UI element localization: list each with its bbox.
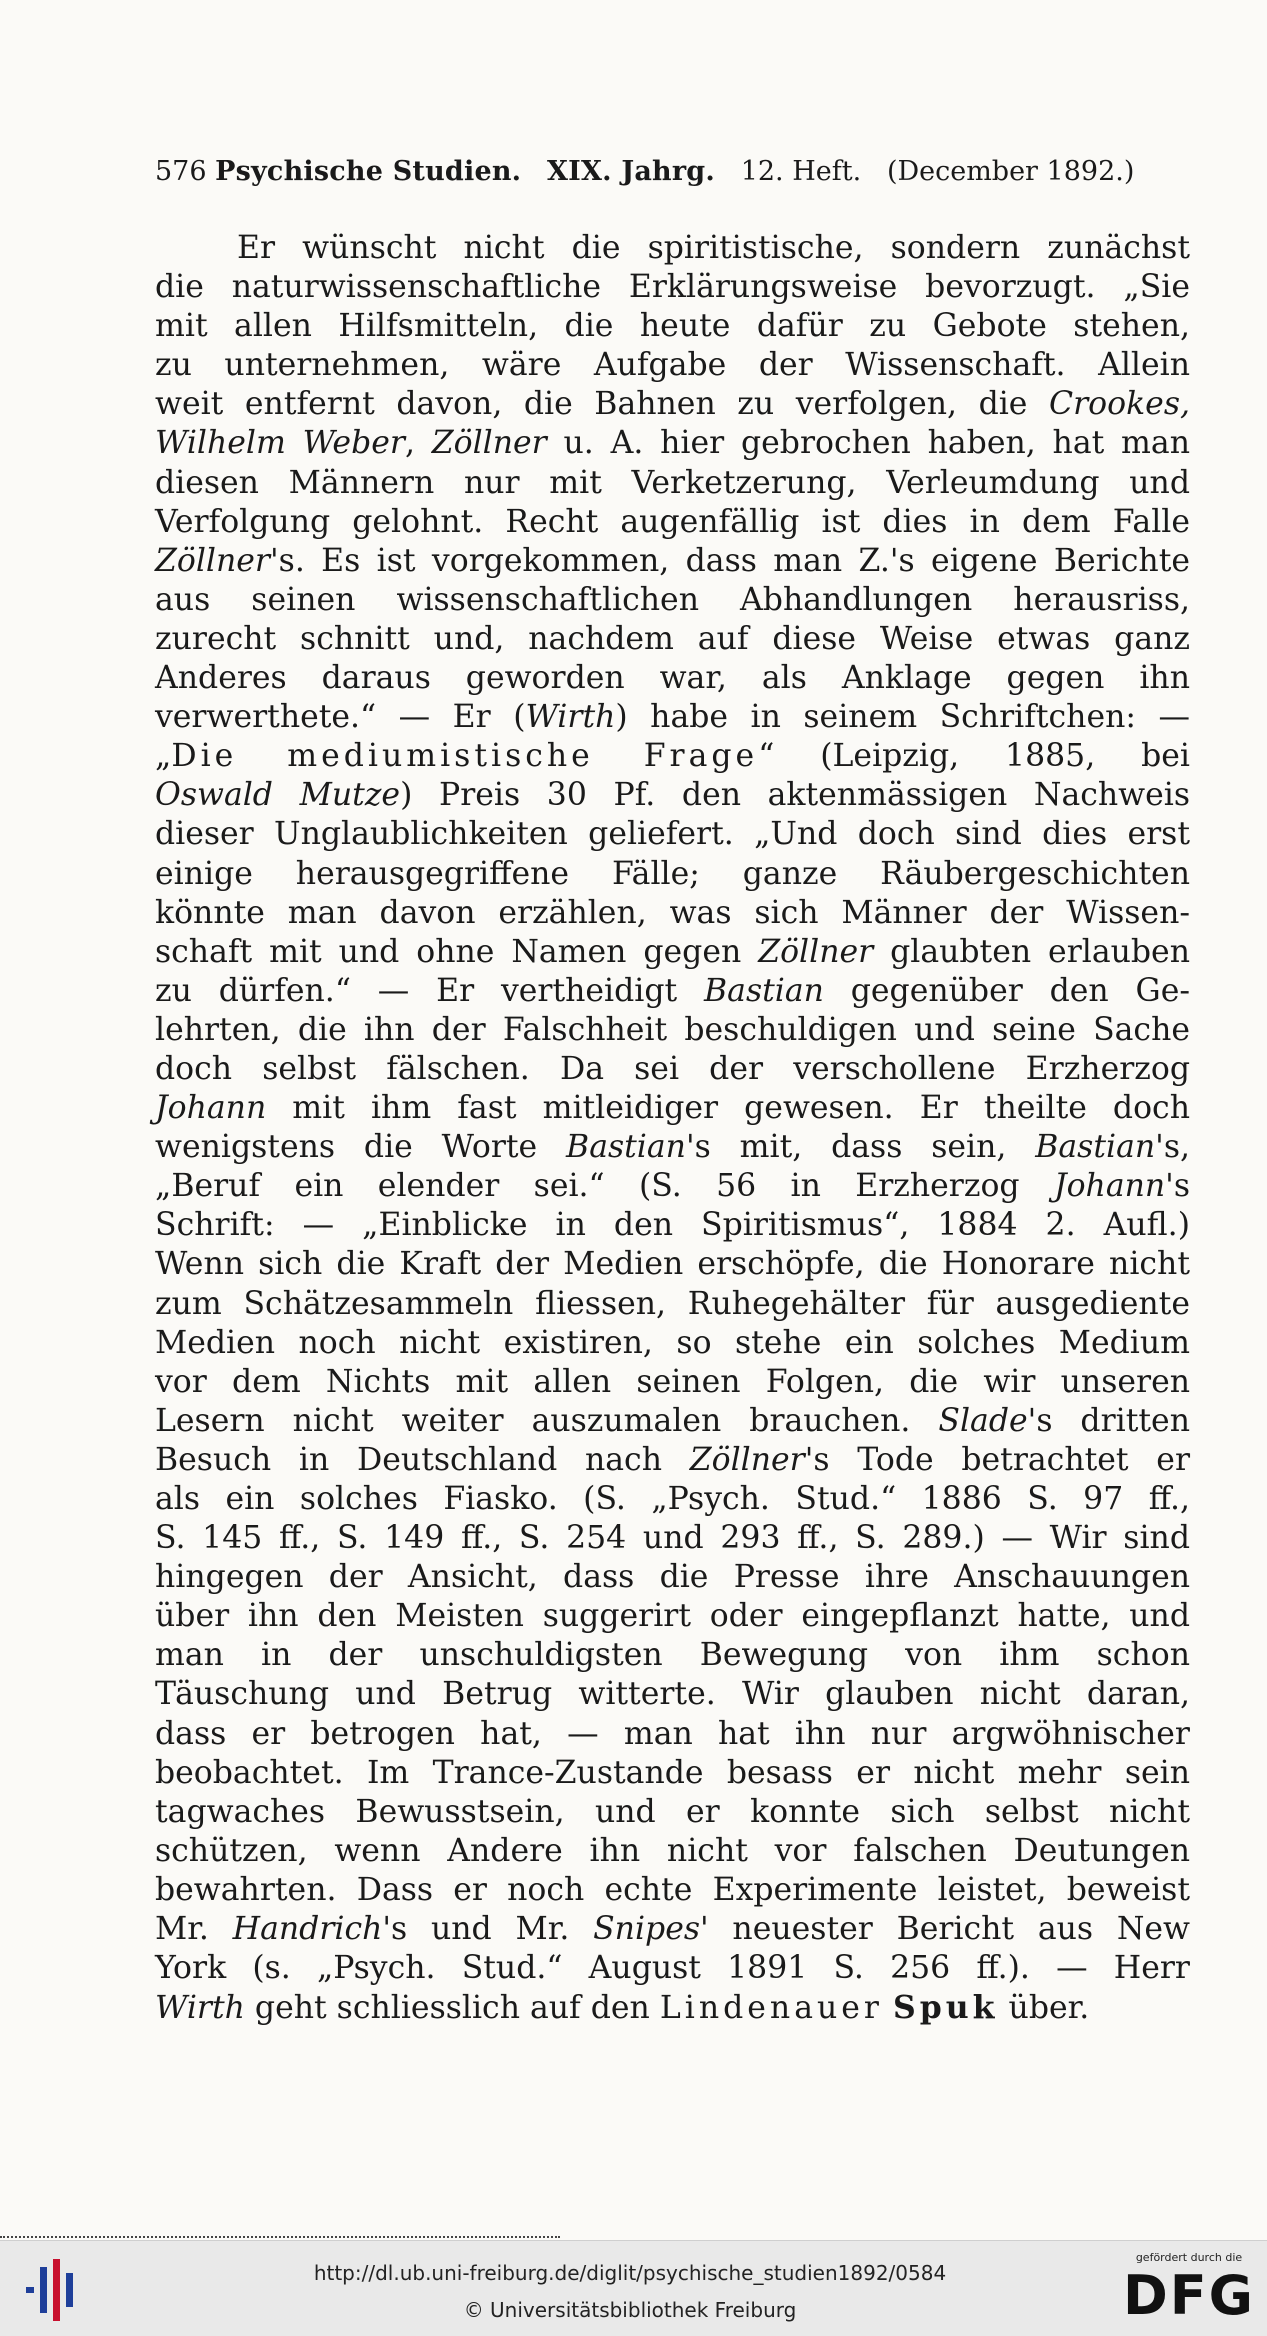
text-line: Besuch in Deutschland nach Zöllner's Tode betrachtet er (155, 1441, 1190, 1478)
text-line: als ein solches Fiasko. (S. „Psych. Stud.“ 1886 S. 97 ff., (155, 1481, 1190, 1517)
text-line: bewahrten. Dass er noch echte Experimente leistet, beweist (155, 1871, 1190, 1908)
running-header (155, 152, 1155, 192)
text-line: diesen Männern nur mit Verketzerung, Verleumdung und (155, 464, 1190, 501)
text-line: aus seinen wissenschaftlichen Abhandlungen herausriss, (155, 581, 1190, 618)
text-line: Oswald Mutze) Preis 30 Pf. den aktenmässigen Nachweis (155, 777, 1191, 814)
issue-label: 12. Heft. (740, 156, 862, 187)
permalink-url[interactable]: http://dl.ub.uni-freiburg.de/diglit/psychische_studien1892/0584 (313, 2261, 947, 2285)
text-line: wenigstens die Worte Bastian's mit, dass sein, Bastian's, (155, 1129, 1190, 1166)
copyright-notice: © Universitätsbibliothek Freiburg (463, 2298, 797, 2322)
text-line: verwerthete.“ — Er (Wirth) habe in seinem Schriftchen: — (155, 699, 1190, 736)
text-line: zu dürfen.“ — Er vertheidigt Bastian gegenüber den Ge- (155, 972, 1190, 1009)
text-line: schaft mit und ohne Namen gegen Zöllner glaubten erlauben (155, 933, 1190, 970)
text-line: „Beruf ein elender sei.“ (S. 56 in Erzherzog Johann's (155, 1168, 1190, 1205)
text-line: tagwaches Bewusstsein, und er konnte sich selbst nicht (155, 1793, 1190, 1830)
text-line: zurecht schnitt und, nachdem auf diese Weise etwas ganz (155, 620, 1190, 657)
text-line: dass er betrogen hat, — man hat ihn nur argwöhnischer (155, 1715, 1190, 1752)
text-line: Mr. Handrich's und Mr. Snipes' neuester Bericht aus New (155, 1911, 1190, 1948)
text-line: Er wünscht nicht die spiritistische, sondern zunächst (237, 230, 1190, 266)
text-line: Lesern nicht weiter auszumalen brauchen. Slade's dritten (155, 1402, 1190, 1439)
page-number: 576 (155, 156, 207, 187)
text-line: Medien noch nicht existiren, so stehe ein solches Medium (155, 1324, 1190, 1361)
text-line: doch selbst fälschen. Da sei der verschollene Erzherzog (155, 1050, 1190, 1087)
text-line: weit entfernt davon, die Bahnen zu verfolgen, die Crookes, (155, 386, 1190, 423)
text-line: über ihn den Meisten suggerirt oder eingepflanzt hatte, und (155, 1598, 1190, 1635)
issue-date: (December 1892.) (886, 156, 1135, 187)
text-line: S. 145 ff., S. 149 ff., S. 254 und 293 ff., S. 289.) — Wir sind (155, 1520, 1190, 1557)
text-line: lehrten, die ihn der Falschheit beschuldigen und seine Sache (155, 1011, 1190, 1048)
viewer-footer (0, 2240, 1267, 2336)
text-line: Wilhelm Weber, Zöllner u. A. hier gebrochen haben, hat man (155, 425, 1190, 462)
text-line: dieser Unglaublichkeiten geliefert. „Und doch sind dies erst (155, 816, 1190, 853)
text-line: beobachtet. Im Trance-Zustande besass er nicht mehr sein (155, 1754, 1190, 1791)
text-line: Verfolgung gelohnt. Recht augenfällig ist dies in dem Falle (155, 503, 1190, 540)
text-line: zu unternehmen, wäre Aufgabe der Wissenschaft. Allein (155, 347, 1190, 384)
text-line: vor dem Nichts mit allen seinen Folgen, die wir unseren (155, 1363, 1190, 1400)
text-line: zum Schätzesammeln fliessen, Ruhegehälter für ausgediente (155, 1285, 1190, 1322)
text-line: hingegen der Ansicht, dass die Presse ihre Anschauungen (155, 1559, 1190, 1596)
text-line: einige herausgegriffene Fälle; ganze Räubergeschichten (155, 855, 1190, 892)
text-line: die naturwissenschaftliche Erklärungsweise bevorzugt. „Sie (155, 269, 1190, 306)
text-line: mit allen Hilfsmitteln, die heute dafür zu Gebote stehen, (155, 308, 1190, 345)
text-line: Anderes daraus geworden war, als Anklage gegen ihn (155, 660, 1190, 697)
text-line: könnte man davon erzählen, was sich Männer der Wissen- (155, 894, 1190, 931)
dfg-logo (1118, 2251, 1260, 2331)
text-line: Wenn sich die Kraft der Medien erschöpfe, die Honorare nicht (155, 1246, 1190, 1283)
dfg-wordmark: DFG (1122, 2264, 1256, 2327)
text-line: man in der unschuldigsten Bewegung von ihm schon (155, 1637, 1190, 1674)
name-crookes: Crookes, (1049, 386, 1190, 423)
text-line: Wirth geht schliesslich auf den Lindenauer Spuk über. (155, 1989, 1090, 2027)
text-line: schützen, wenn Andere ihn nicht vor falschen Deutungen (155, 1832, 1190, 1869)
volume-label: XIX. Jahrg. (547, 156, 715, 187)
article-text (155, 229, 1190, 2027)
library-logo-icon (22, 2259, 82, 2321)
text-line: „Die mediumistische Frage“ (Leipzig, 1885, bei (155, 738, 1190, 775)
journal-title: Psychische Studien. (215, 156, 522, 187)
text-line: York (s. „Psych. Stud.“ August 1891 S. 256 ff.). — Herr (155, 1950, 1190, 1987)
text-line: Schrift: — „Einblicke in den Spiritismus“, 1884 2. Aufl.) (155, 1207, 1190, 1244)
dfg-funding-caption: gefördert durch die (1135, 2251, 1243, 2264)
text-line: Täuschung und Betrug witterte. Wir glauben nicht daran, (155, 1676, 1190, 1713)
text-line: Zöllner's. Es ist vorgekommen, dass man Z.'s eigene Berichte (155, 542, 1190, 579)
book-title: Die mediumistische Frage (171, 738, 759, 775)
text-line: Johann mit ihm fast mitleidiger gewesen. Er theilte doch (155, 1090, 1190, 1127)
